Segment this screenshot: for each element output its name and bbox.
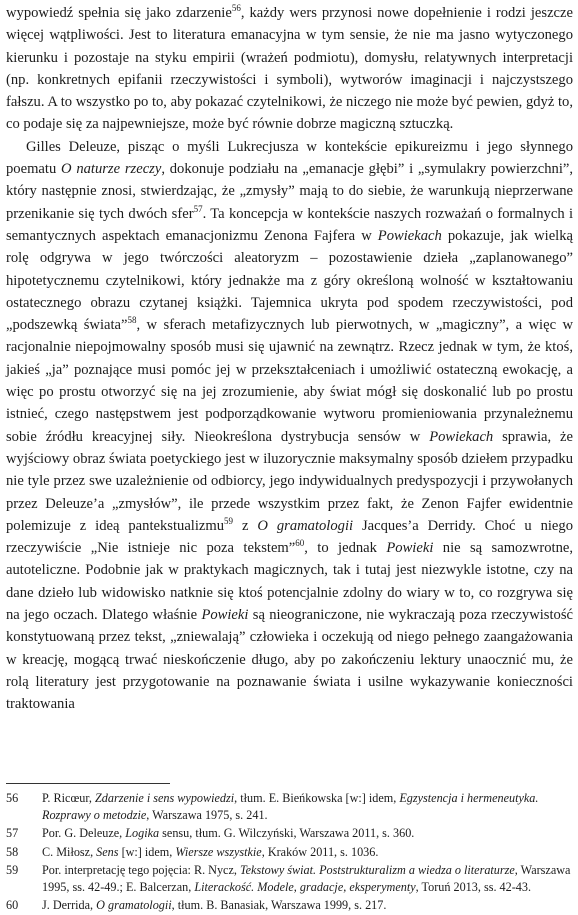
- footnote-number: 59: [6, 862, 19, 877]
- footnote-separator: [6, 783, 170, 784]
- text-run: P. Ricœur,: [42, 791, 96, 805]
- footnote: [6, 844, 573, 861]
- paragraph: [6, 2, 573, 136]
- footnote-ref: 58: [127, 315, 137, 326]
- footnote-text: [42, 844, 573, 861]
- footnote: [6, 862, 573, 896]
- text-run: , tłum. B. Banasiak, Warszawa 1999, s. 217.: [171, 898, 387, 913]
- footnotes: [6, 790, 573, 915]
- text-run: sprawia, że wyjściowy obraz świata poetyckiego jest w iluzorycznie maksymalny sposób dziełem przypadku nie tyle przez swe uzależnienie od odbiorcy, jego indywidualnych predyspozycji i przywołanych przez Deleuze’a „zmysłów”, ile przede wszystkim przez fakt, że Zenon Fajfer ewidentnie polemizuje z ideą pantekstualizmu: [6, 428, 573, 534]
- footnote-number: 56: [6, 791, 19, 805]
- footnote-text: [42, 825, 573, 842]
- footnote-ref: 57: [193, 203, 203, 214]
- text-run: C. Miłosz,: [42, 844, 97, 859]
- text-run: , to jednak: [304, 540, 387, 557]
- italic-text: Sens: [96, 844, 119, 859]
- paragraph: [6, 136, 573, 716]
- italic-text: Wiersze wszystkie: [175, 844, 262, 859]
- italic-text: O gramatologii: [257, 517, 354, 534]
- italic-text: Powiekach: [377, 227, 442, 244]
- footnote-number: 58: [6, 844, 19, 859]
- text-run: , Toruń 2013, ss. 42-43.: [415, 880, 532, 895]
- text-run: . Ta koncepcja w kontekście naszych rozważań o formalnych i semantycznych aspektach emanacjonizmu Zenona Fajfera w: [6, 205, 574, 244]
- text-run: [w:] idem,: [118, 844, 176, 859]
- text-run: Por. G. Deleuze,: [42, 826, 126, 841]
- text-run: wypowiedź spełnia się jako zdarzenie: [6, 5, 232, 21]
- italic-text: Powiekach: [429, 428, 494, 445]
- text-run: Jacques’a Derridy. Choć u niego rzeczywiście „Nie istnieje nic poza tekstem”: [6, 517, 574, 557]
- footnote: [6, 825, 573, 842]
- italic-text: O gramatologii: [96, 898, 172, 913]
- footnote-text: [42, 790, 573, 824]
- text-run: pokazuje, jak wielką rolę odgrywa w jego twórczości aleatoryzm – pozostawienie dzieła „zaplanowanego” hipotetycznemu czytelnikowi, który jednakże ma z góry określoną wolność w kształtowaniu ostatecznego obrazu czytanej książki. Tajemnica ukryta pod spodem rzeczywistości, pod „podszewką świata”: [6, 227, 574, 334]
- text-run: , tłum. E. Bieńkowska [w:] idem,: [234, 791, 400, 805]
- footnote-ref: 59: [224, 515, 234, 526]
- italic-text: Zdarzenie i sens wypowiedzi: [95, 791, 235, 805]
- italic-text: Literackość. Modele, gradacje, eksperymenty: [194, 880, 416, 895]
- text-run: , w sferach metafizycznych lub pierwotnych, w „magiczny”, a więc w racjonalnie niepojmowalny sposób musi się ujawnić na zewnątrz. Rzecz jednak w tym, że ktoś, jakieś „ja” poznające musi pomóc jej w przekształceniach i umożliwić ostateczną ewokację, a więc po prostu otworzyć się na jej zrozumienie, aby świat mógł się doskonalić lub po prostu istnieć, czego następstwem jest podporządkowanie wytworu promieniowania przynależnemu sobie źródłu kreacyjnej siły. Nieokreślona dystrybucja sensów w: [6, 317, 573, 445]
- footnote-number: 57: [6, 826, 19, 841]
- italic-text: Logika: [125, 826, 160, 841]
- italic-text: Tekstowy świat. Poststrukturalizm a wiedza o literaturze: [239, 862, 515, 877]
- text-run: sensu, tłum. G. Wilczyński, Warszawa 2011, s. 360.: [159, 826, 415, 841]
- text-run: , Warszawa 1995, ss. 42-49.; E. Balcerzan,: [42, 862, 571, 895]
- footnote-ref: 56: [231, 3, 241, 14]
- text-run: J. Derrida,: [42, 898, 97, 913]
- footnote-ref: 60: [295, 538, 305, 549]
- text-run: , Warszawa 1975, s. 241.: [146, 808, 268, 823]
- text-run: są nieograniczone, nie wykraczają poza rzeczywistość konstytuowaną przez tekst, „zniewalają” człowieka i oczekują od niego pełnego zaangażowania w kreację, mogącą trwać nieskończenie długo, aby po zakończeniu lektury unaocznić mu, że rolą literatury jest przygotowanie na poznawanie świata i usilne wykazywanie konieczności traktowania: [6, 607, 573, 713]
- italic-text: Powieki: [201, 607, 249, 624]
- footnote-text: [42, 862, 573, 896]
- italic-text: O naturze rzeczy: [61, 161, 162, 178]
- text-run: Por. interpretację tego pojęcia: R. Nycz,: [42, 862, 240, 877]
- text-run: z: [233, 517, 258, 534]
- text-run: Gilles Deleuze, pisząc o myśli Lukrecjusza w kontekście epikureizmu i jego słynnego poematu: [6, 138, 573, 178]
- body-text: [6, 2, 573, 716]
- text-run: , dokonuje podziału na „emanacje głębi” i „symulakry powierzchni”, który następnie znosi, stwierdzając, że „zmysły” mają to do siebie, że warunkują nieprzerwane przenikanie się tych dwóch sfer: [6, 161, 573, 222]
- footnote: [6, 790, 573, 824]
- text-run: , Kraków 2011, s. 1036.: [261, 844, 379, 859]
- text-run: nie są samozwrotne, autoteliczne. Podobnie jak w praktykach magicznych, tak i tutaj jest niezwykle istotne, czy na dane dzieło lub widowisko natknie się ktoś potencjalnie zdolny do wiary w to, co rozgrywa się na jego oczach. Dlatego właśnie: [6, 540, 573, 624]
- footnote-number: 60: [6, 898, 19, 913]
- italic-text: Egzystencja i hermeneutyka. Rozprawy o metodzie: [42, 791, 539, 823]
- text-run: , każdy wers przynosi nowe dopełnienie i rodzi jeszcze więcej wątpliwości. Jest to literatura emanacyjna w tym sensie, że nie ma jasno wytyczonego kierunku i pozostaje na styku empirii (wrażeń podmiotu), domysłu, relatywnych interpretacji (np. konkretnych epifanii rzeczywistości i symboli), wytworów imaginacji i najczystszego fałszu. A to wszystko po to, aby pokazać czytelnikowi, że niczego nie może być pewien, gdyż to, co podaje się za najpewniejsze, może być równie dobrze magiczną sztuczką.: [6, 5, 573, 133]
- italic-text: Powieki: [386, 540, 434, 557]
